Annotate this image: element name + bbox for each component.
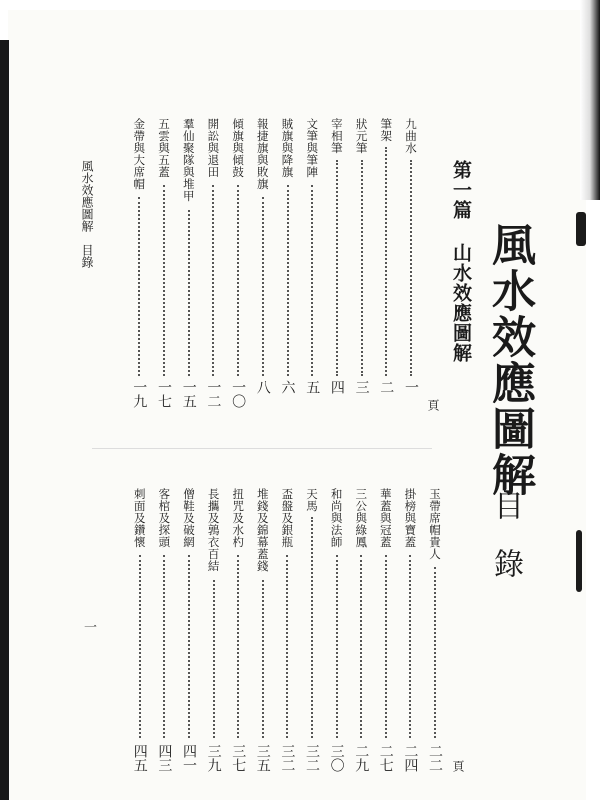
toc-entry-page: 一九 [131, 380, 148, 408]
toc-entry[interactable] [353, 118, 371, 420]
toc-entry-title: 報捷旗與敗旗 [255, 118, 270, 190]
toc-entry-title: 狀元筆 [354, 118, 369, 154]
toc-entry-title: 和尚與法師 [329, 488, 344, 548]
binding-mark-upper [576, 212, 586, 246]
running-head: 風水效應圖解 目錄 [80, 160, 94, 268]
toc-entry-page: 二 [378, 380, 395, 394]
toc-entry-page: 一五 [180, 380, 197, 408]
page-marker-top: 頁 [426, 399, 440, 411]
toc-entry-title: 羣仙聚隊與堆甲 [181, 118, 196, 202]
toc-entry-title: 金帶與大席帽 [132, 118, 147, 190]
toc-entry[interactable] [180, 488, 198, 784]
toc-entry-title: 長攜及鶉衣百結 [206, 488, 221, 572]
toc-leader-dots [139, 555, 141, 739]
toc-entry-page: 三五 [254, 744, 271, 772]
toc-leader-dots [311, 185, 313, 377]
toc-entry-title: 僧鞋及破網 [182, 488, 196, 548]
toc-entry[interactable] [155, 488, 173, 784]
toc-leader-dots [409, 555, 411, 739]
section-label: 第一篇 [450, 160, 472, 220]
toc-entry[interactable] [254, 118, 272, 420]
page-marker-bottom: 頁 [451, 760, 465, 772]
toc-leader-dots [237, 555, 239, 739]
toc-leader-dots [336, 160, 338, 377]
toc-entry-title: 五雲與五蓋 [157, 118, 171, 178]
toc-entry-page: 一二 [205, 380, 222, 408]
toc-entry-page: 四 [328, 380, 345, 394]
toc-entry[interactable] [204, 118, 222, 420]
toc-leader-dots [262, 580, 264, 739]
section-name: 山水效應圖解 [450, 243, 472, 363]
toc-entry-title: 天馬 [305, 488, 319, 512]
toc-entry[interactable] [279, 118, 297, 420]
toc-leader-dots [163, 555, 165, 739]
toc-entry[interactable] [130, 118, 148, 420]
book-title: 風水效應圖解 [484, 222, 535, 498]
toc-leader-dots [138, 197, 140, 376]
toc-entry-page: 三二 [304, 744, 320, 772]
toc-leader-dots [287, 185, 289, 377]
toc-leader-dots [336, 555, 338, 739]
toc-entry[interactable] [402, 118, 420, 420]
toc-entry-page: 一七 [156, 380, 172, 408]
toc-entry-page: 三九 [205, 744, 222, 772]
binding-mark-lower [576, 530, 582, 592]
toc-entry[interactable] [205, 488, 223, 784]
toc-entry-title: 堆錢及錦幕蓋錢 [255, 488, 270, 572]
toc-leader-dots [163, 185, 165, 377]
toc-entry-page: 三 [353, 380, 370, 394]
toc-entry[interactable] [229, 488, 247, 784]
toc-entry-page: 一 [403, 380, 419, 394]
toc-entry-title: 玉帶席帽貴人 [428, 488, 442, 560]
toc-leader-dots [311, 517, 313, 738]
toc-entry[interactable] [401, 488, 419, 784]
toc-entry[interactable] [155, 118, 173, 420]
toc-entry[interactable] [303, 118, 321, 420]
toc-leader-dots [410, 160, 412, 377]
toc-entry-title: 開訟與退田 [206, 118, 221, 178]
left-page-edge [0, 40, 9, 800]
toc-entry-title: 掛榜與寶蓋 [403, 488, 418, 548]
section-divider [92, 448, 432, 449]
toc-leader-dots [262, 197, 264, 376]
toc-entry-title: 九曲水 [404, 118, 418, 154]
toc-entry[interactable] [328, 118, 346, 420]
toc-entry[interactable] [426, 488, 444, 784]
toc-entry[interactable] [377, 488, 395, 784]
toc-entry-page: 二二 [427, 744, 443, 772]
toc-entry[interactable] [278, 488, 296, 784]
toc-entry-page: 二七 [377, 744, 394, 772]
toc-leader-dots [385, 147, 387, 376]
toc-entry-title: 筆架 [379, 118, 394, 142]
toc-entry-page: 二九 [353, 744, 370, 772]
toc-entry[interactable] [131, 488, 149, 784]
toc-entry-title: 傾旗與傾鼓 [231, 118, 246, 178]
toc-leader-dots [385, 555, 387, 739]
toc-leader-dots [286, 555, 288, 739]
toc-entry-page: 三七 [230, 744, 247, 772]
toc-entry-page: 三〇 [328, 744, 345, 772]
folio: 一 [81, 620, 96, 633]
toc-entry-title: 刺面及鑽懷 [132, 488, 147, 548]
toc-leader-dots [213, 580, 215, 739]
toc-leader-dots [361, 160, 363, 377]
toc-leader-dots [434, 567, 436, 738]
toc-entry-title: 扭咒及水杓 [231, 488, 246, 548]
toc-entry[interactable] [328, 488, 346, 784]
toc-entry-page: 四五 [131, 744, 148, 772]
toc-entry[interactable] [377, 118, 395, 420]
toc-entry-title: 盃盤及銀瓶 [280, 488, 295, 548]
toc-entry[interactable] [229, 118, 247, 420]
toc-entry-title: 三公與綠鳳 [354, 488, 369, 548]
toc-entry-title: 客棺及探頭 [157, 488, 172, 548]
binding-shadow [580, 0, 600, 200]
toc-entry[interactable] [303, 488, 321, 784]
toc-entry[interactable] [180, 118, 198, 420]
toc-entry-page: 四一 [181, 744, 197, 772]
toc-leader-dots [212, 185, 214, 377]
toc-leader-dots [237, 185, 239, 377]
toc-entry[interactable] [352, 488, 370, 784]
toc-entry-page: 二四 [402, 744, 419, 772]
toc-leader-dots [360, 555, 362, 739]
toc-leader-dots [188, 210, 190, 377]
toc-entry-page: 一〇 [230, 380, 247, 408]
toc-entry-title: 宰相筆 [329, 118, 344, 154]
toc-entry-page: 六 [279, 380, 296, 394]
contents-heading: 目錄 [488, 490, 523, 606]
toc-entry-page: 三二 [279, 744, 296, 772]
toc-entry-title: 華蓋與冠蓋 [378, 488, 393, 548]
toc-entry[interactable] [254, 488, 272, 784]
toc-entry-title: 文筆與筆陣 [305, 118, 320, 178]
toc-entry-page: 五 [304, 380, 321, 394]
toc-entry-page: 四三 [156, 744, 173, 772]
toc-entry-page: 八 [254, 380, 271, 394]
toc-leader-dots [188, 555, 190, 739]
toc-entry-title: 賊旗與降旗 [280, 118, 295, 178]
